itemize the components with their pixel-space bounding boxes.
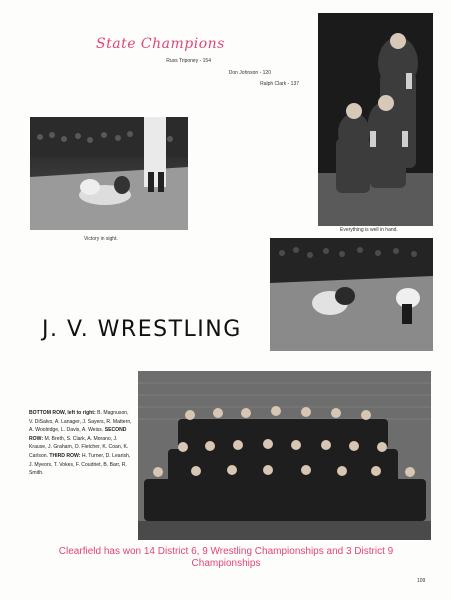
- section-title: J. V. WRESTLING: [42, 317, 242, 342]
- champion-entry: Russ Triponey - 154: [166, 58, 211, 64]
- team-photo: [138, 371, 431, 540]
- roster-third-label: THIRD ROW:: [49, 452, 81, 459]
- victory-photo: [30, 117, 188, 230]
- champion-entry: Don Johnson - 120: [228, 70, 271, 76]
- team-roster: [29, 409, 133, 478]
- roster-third-names: H. Turner, D. Learish, J. Myeors, T. Vokes, F. Coudriet, B. Barr, R. Smith.: [29, 452, 131, 477]
- roster-bottom-names: B. Magnuson, V. DiSalvo, A. Lanager, J. Sayers, R. Mattern, A. Woolridge, L. Davis, A. Weiss.: [29, 410, 132, 434]
- victory-caption: Victory in sight.: [84, 236, 118, 242]
- match-photo: [270, 238, 433, 351]
- well-in-hand-caption: Everything is well in hand.: [340, 227, 398, 233]
- roster-second-label: SECOND ROW:: [29, 427, 127, 442]
- roster-second-names: M. Breth, S. Clark, A. Morano, J. Krause, J. Graham, O. Fletcher, K. Coan, K. Carlson.: [29, 435, 129, 459]
- page-number: 109: [417, 578, 426, 584]
- championships-note: Clearfield has won 14 District 6, 9 Wrestling Championships and 3 District 9 Championships: [58, 546, 394, 569]
- champion-entry: Ralph Clark - 137: [260, 81, 299, 87]
- champions-photo: [318, 13, 433, 226]
- roster-bottom-label: BOTTOM ROW, left to right:: [29, 410, 96, 416]
- state-champions-heading: State Champions: [96, 36, 225, 52]
